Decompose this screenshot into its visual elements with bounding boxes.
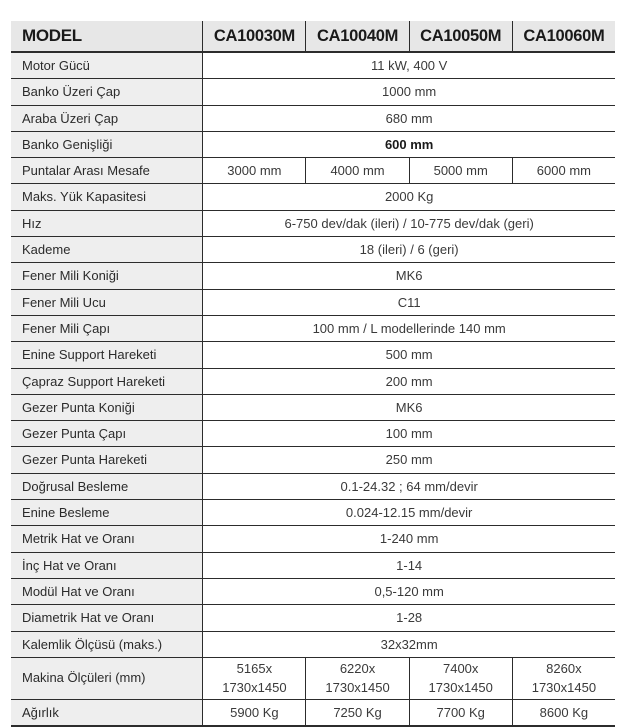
- row-label: Diametrik Hat ve Oranı: [11, 605, 202, 631]
- table-row: [11, 184, 615, 210]
- model-column-4: CA10060M: [512, 21, 615, 53]
- row-label: Maks. Yük Kapasitesi: [11, 184, 202, 210]
- row-label: Araba Üzeri Çap: [11, 106, 202, 132]
- row-value: 100 mm / L modellerinde 140 mm: [202, 316, 615, 342]
- row-label: Gezer Punta Hareketi: [11, 447, 202, 473]
- row-label: Gezer Punta Koniği: [11, 395, 202, 421]
- row-value: 32x32mm: [202, 632, 615, 658]
- row-value: 4000 mm: [305, 158, 408, 184]
- row-label: Ağırlık: [11, 700, 202, 727]
- row-value: 0.024-12.15 mm/devir: [202, 500, 615, 526]
- row-label: Puntalar Arası Mesafe: [11, 158, 202, 184]
- table-row: [11, 106, 615, 132]
- model-column-3: CA10050M: [409, 21, 512, 53]
- row-value: 500 mm: [202, 342, 615, 368]
- row-label: Enine Besleme: [11, 500, 202, 526]
- row-label: Metrik Hat ve Oranı: [11, 526, 202, 552]
- table-row: [11, 474, 615, 500]
- row-value: [409, 658, 512, 700]
- table-row: [11, 79, 615, 105]
- table-row: [11, 342, 615, 368]
- table-row: [11, 579, 615, 605]
- dimension-line-2: 1730x1450: [222, 679, 287, 695]
- row-label: Modül Hat ve Oranı: [11, 579, 202, 605]
- table-row: [11, 700, 615, 727]
- row-label: Motor Gücü: [11, 53, 202, 79]
- spec-table: [11, 21, 615, 727]
- header-row: [11, 21, 615, 53]
- row-value: 1-240 mm: [202, 526, 615, 552]
- table-row: [11, 658, 615, 700]
- row-value: MK6: [202, 263, 615, 289]
- row-value: 1-28: [202, 605, 615, 631]
- table-row: [11, 237, 615, 263]
- dimension-line-2: 1730x1450: [325, 679, 390, 695]
- row-label: Fener Mili Çapı: [11, 316, 202, 342]
- model-column-2: CA10040M: [305, 21, 408, 53]
- row-value: 600 mm: [202, 132, 615, 158]
- dimension-line-1: 8260x: [546, 660, 582, 676]
- row-label: İnç Hat ve Oranı: [11, 553, 202, 579]
- row-label: Hız: [11, 211, 202, 237]
- row-value: 11 kW, 400 V: [202, 53, 615, 79]
- row-value: 8600 Kg: [512, 700, 615, 727]
- row-value: 680 mm: [202, 106, 615, 132]
- table-row: [11, 500, 615, 526]
- table-row: [11, 553, 615, 579]
- row-label: Banko Üzeri Çap: [11, 79, 202, 105]
- row-value: 7250 Kg: [305, 700, 408, 727]
- row-value: 100 mm: [202, 421, 615, 447]
- row-label: Doğrusal Besleme: [11, 474, 202, 500]
- row-value: 1000 mm: [202, 79, 615, 105]
- table-row: [11, 421, 615, 447]
- row-label: Çapraz Support Hareketi: [11, 369, 202, 395]
- table-row: [11, 447, 615, 473]
- row-value: C11: [202, 290, 615, 316]
- row-value: 1-14: [202, 553, 615, 579]
- row-label: Kalemlik Ölçüsü (maks.): [11, 632, 202, 658]
- table-row: [11, 211, 615, 237]
- row-value: 18 (ileri) / 6 (geri): [202, 237, 615, 263]
- table-row: [11, 132, 615, 158]
- row-label: Kademe: [11, 237, 202, 263]
- row-label: Banko Genişliği: [11, 132, 202, 158]
- dimension-line-1: 5165x: [236, 660, 273, 676]
- row-value: 5900 Kg: [202, 700, 305, 727]
- row-value: 2000 Kg: [202, 184, 615, 210]
- table-row: [11, 526, 615, 552]
- row-value: MK6: [202, 395, 615, 421]
- model-header: MODEL: [11, 21, 202, 53]
- row-value: 3000 mm: [202, 158, 305, 184]
- row-value: 7700 Kg: [409, 700, 512, 727]
- table-row: [11, 158, 615, 184]
- row-value: 250 mm: [202, 447, 615, 473]
- row-value: [202, 658, 305, 700]
- table-row: [11, 263, 615, 289]
- row-label: Enine Support Hareketi: [11, 342, 202, 368]
- row-value: [305, 658, 408, 700]
- table-row: [11, 369, 615, 395]
- dimension-line-2: 1730x1450: [531, 679, 597, 695]
- row-value: 0.1-24.32 ; 64 mm/devir: [202, 474, 615, 500]
- table-row: [11, 395, 615, 421]
- table-row: [11, 605, 615, 631]
- dimension-line-2: 1730x1450: [428, 679, 493, 695]
- table-row: [11, 316, 615, 342]
- row-value: 5000 mm: [409, 158, 512, 184]
- row-value: [512, 658, 615, 700]
- row-value: 6000 mm: [512, 158, 615, 184]
- dimension-line-1: 6220x: [339, 660, 376, 676]
- row-label: Fener Mili Ucu: [11, 290, 202, 316]
- table-row: [11, 53, 615, 79]
- table-row: [11, 290, 615, 316]
- row-value: 200 mm: [202, 369, 615, 395]
- row-label: Gezer Punta Çapı: [11, 421, 202, 447]
- row-label: Makina Ölçüleri (mm): [11, 658, 202, 700]
- table-row: [11, 632, 615, 658]
- dimension-line-1: 7400x: [442, 660, 479, 676]
- row-value: 0,5-120 mm: [202, 579, 615, 605]
- row-value: 6-750 dev/dak (ileri) / 10-775 dev/dak (geri): [202, 211, 615, 237]
- row-label: Fener Mili Koniği: [11, 263, 202, 289]
- model-column-1: CA10030M: [202, 21, 305, 53]
